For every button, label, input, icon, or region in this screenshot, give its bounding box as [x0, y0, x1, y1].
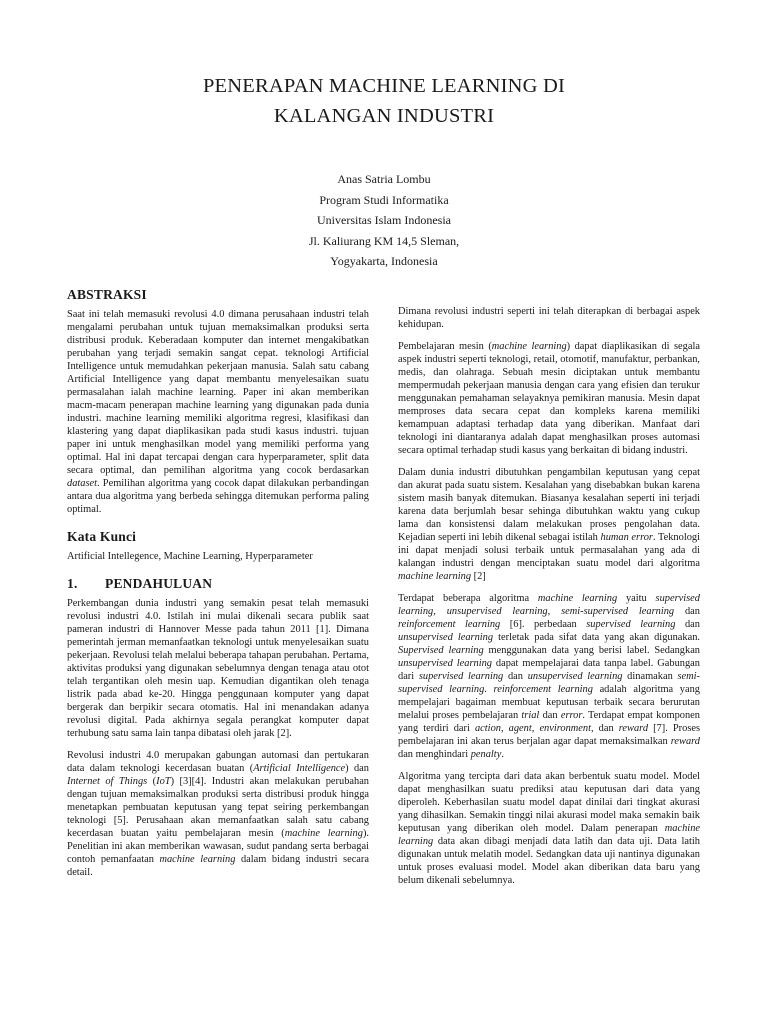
author-program: Program Studi Informatika: [319, 192, 449, 207]
left-column: [67, 286, 369, 879]
section-number: 1.: [67, 576, 78, 591]
author-address: Jl. Kaliurang KM 14,5 Sleman,: [308, 233, 460, 248]
author-block: [0, 169, 768, 272]
intro-paragraph-1: Perkembangan dunia industri yang semakin pesat telah memasuki revolusi industri 4.0. Istilah ini mulai dikenali secara publik saat pameran industri di Hannover Messe pada tahun 2011 [1]. Dimana pemerintah jerman memanfaatkan teknologi untuk menyelesaikan suatu pekerjaan. Revolusi telah melalui beberapa tahapan perubahan. Pertama, aktivitas produksi yang digunakan sebelumnya dengan tenaga atau otot telah tergantikan oleh mesin uap. Kemudian digantikan oleh tenaga listrik pada abad ke-20. Hingga penggunaan komputer yang dapat bergerak dan berpikir secara otomatis. Hal ini menandakan adanya revolusi digital. Pada akhirnya segala perangkat komputer dapat terhubung satu sama lain tanpa dibatasi oleh jarak [2].: [67, 598, 369, 739]
abstract-heading: ABSTRAKSI: [67, 287, 147, 302]
keywords-text: Artificial Intellegence, Machine Learning, Hyperparameter: [67, 551, 313, 562]
abstract-text: Saat ini telah memasuki revolusi 4.0 dimana perusahaan industri telah mengalami perubahan untuk tujuan memaksimalkan produksi serta distribusi produk. Keberadaan komputer dan internet mengakibatkan perubahan yang terjadi semakin sangat cepat. teknologi Artificial Intelligence untuk memudahkan pekerjaan manusia. Salah satu cabang Artificial Intelligence yang dapat membantu menyelesaikan suatu permasalahan ialah machine learning. Paper ini akan memberikan macm-macam penerapan machine learning yang digunakan pada dunia industri. machine learning memiliki algoritma regresi, klasifikasi dan klastering yang dapat diaplikasikan pada studi kasus industri. tujuan paper ini untuk menghasilkan model yang memiliki performa yang optimal. Hal ini dapat tercapai dengan cara hyperparameter, split data secara optimal, dan pemilihan algoritma yang cocok berdasarkan dataset. Pemilihan algoritma yang cocok dapat dilakukan perbandingan antara dua algoritma yang berbeda sehingga ditemukan performa paling optimal.: [67, 309, 369, 515]
paper-title: [0, 71, 768, 131]
keywords-heading: Kata Kunci: [67, 529, 137, 544]
right-paragraph-2: Dalam dunia industri dibutuhkan pengambilan keputusan yang cepat dan akurat pada suatu sistem. Kesalahan yang disebabkan bukan karena sistem masih banyak ditemukan. Biasanya kesalahan seperti ini terjadi karena data berjumlah besar sehinga dibutuhkan waktu yang cukup lama dan konsistensi dalam melakukan proses pengolahan data. Kejadian seperti ini lebih dikenal sebagai istilah human error. Teknologi ini dapat menjadi solusi terbaik untuk permasalahan yang ada di kalangan industri dengan menciptakan suatu model dari algoritma machine learning [2]: [398, 467, 700, 582]
right-paragraph-3: Terdapat beberapa algoritma machine learning yaitu supervised learning, unsupervised learning, semi-supervised learning dan reinforcement learning [6]. perbedaan supervised learning dan unsupervised learning terletak pada sifat data yang akan digunakan. Supervised learning menggunakan data yang berisi label. Sedangkan unsupervised learning dapat mempelajarai data tanpa label. Gabungan dari supervised learning dan unsupervised learning dinamakan semi-supervised learning. reinforcement learning adalah algoritma yang mempelajari bagaiman membuat keputusan terbaik secara berurutan melalui proses pembelajaran trial dan error. Terdapat empat komponen yang terdiri dari action, agent, environment, dan reward [7]. Proses pembelajaran ini akan terus berjalan agar dapat memaksimalkan reward dan menghindari penalty.: [398, 593, 701, 760]
author-city: Yogyakarta, Indonesia: [330, 254, 438, 268]
section-heading-pendahuluan: [67, 575, 369, 593]
title-line: PENERAPAN MACHINE LEARNING DI: [202, 75, 566, 97]
author-university: Universitas Islam Indonesia: [317, 213, 451, 227]
right-paragraph-1: Pembelajaran mesin (machine learning) dapat diaplikasikan di segala aspek industri seperti teknologi, retail, otomotif, manufaktur, perbankan, medis, dan olahraga. Sebuah mesin diciptakan untuk membantu mempermudah pekerjaan manusia dengan cara yang efisien dan terukur menggunakan pemahaman selayaknya pemikiran manusia. Mesin dapat memproses data secara cepat dan kompleks karena memiliki kemampuan adaptasi terhadap data yang diberikan. Manfaat dari teknologi ini diantaranya adalah dapat menghasilkan proses automasi secara optimal terhadap studi kasus yang berkaitan di bidang industri.: [398, 341, 700, 456]
right-column: [398, 305, 700, 887]
author-name: Anas Satria Lombu: [337, 172, 431, 186]
section-title: PENDAHULUAN: [105, 576, 213, 591]
right-paragraph-0: Dimana revolusi industri seperti ini telah diterapkan di berbagai aspek kehidupan.: [398, 306, 700, 330]
right-paragraph-4: Algoritma yang tercipta dari data akan berbentuk suatu model. Model dapat menghasilkan suatu prediksi atau keputusan dari data yang diperoleh. Keberhasilan suatu model dapat dinilai dari tingkat akurasi yang dihasilkan. Semakin tinggi nilai akurasi model maka semakin baik keputusan yang diberikan oleh model. Dalam penerapan machine learning data akan dibagi menjadi data latih dan data uji. Data latih digunakan untuk melatih model. Sedangkan data uji nantinya digunakan untuk proses evaluasi model. Model akan diberikan data baru yang belum dikenali sebelumnya.: [398, 771, 700, 886]
intro-paragraph-2: Revolusi industri 4.0 merupakan gabungan automasi dan pertukaran data dalam teknologi kecerdasan buatan (Artificial Intelligence) dan Internet of Things (IoT) [3][4]. Industri akan melakukan perubahan dengan tujuan memaksimalkan produksi serta distribusi produk hingga menetapkan pembuatan keputusan yang tepat seiring perkembangan teknologi [5]. Perusahaan akan memanfaatkan salah satu cabang kecerdasan buatan yaitu pembelajaran mesin (machine learning). Penelitian ini akan memberikan wawasan, sudut pandang serta berbagai contoh pemanfaatan machine learning dalam bidang industri secara detail.: [67, 750, 369, 878]
title-line: KALANGAN INDUSTRI: [273, 105, 495, 127]
